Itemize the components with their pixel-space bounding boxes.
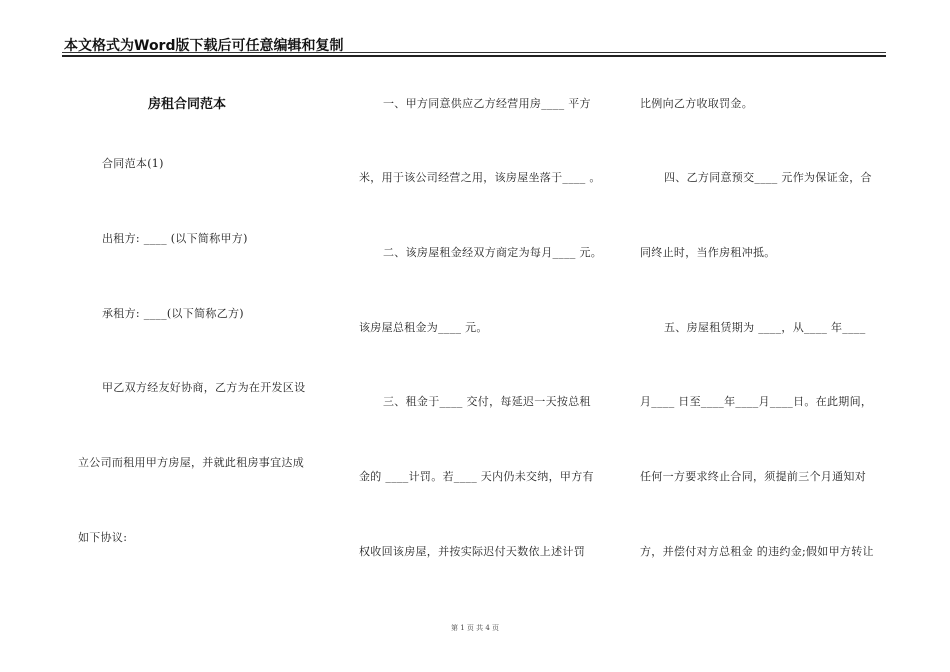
paragraph-line: 方，并偿付对方总租金 的违约金;假如甲方转让	[640, 545, 874, 558]
paragraph-line: 同终止时，当作房租冲抵。	[640, 246, 776, 259]
header-divider-thick	[62, 55, 886, 57]
paragraph-line: 权收回该房屋，并按实际迟付天数依上述计罚	[359, 545, 585, 558]
paragraph-line: 承租方: ____(以下简称乙方)	[102, 307, 244, 320]
paragraph-line: 三、租金于____ 交付，每延迟一天按总租	[383, 395, 591, 408]
paragraph-line: 合同范本(1)	[102, 157, 164, 170]
paragraph-line: 任何一方要求终止合同，须提前三个月通知对	[640, 470, 866, 483]
paragraph-line: 米，用于该公司经营之用，该房屋坐落于____ 。	[359, 171, 601, 184]
paragraph-line: 一、甲方同意供应乙方经营用房____ 平方	[383, 97, 591, 110]
paragraph-line: 该房屋总租金为____ 元。	[359, 321, 488, 334]
header-divider	[62, 52, 886, 53]
paragraph-line: 月____ 日至____年____月____日。在此期间，	[640, 395, 873, 408]
paragraph-line: 二、该房屋租金经双方商定为每月____ 元。	[383, 246, 603, 259]
paragraph-line: 金的 ____计罚。若____ 天内仍未交纳，甲方有	[359, 470, 594, 483]
document-title: 房租合同范本	[148, 97, 227, 112]
paragraph-line: 甲乙双方经友好协商，乙方为在开发区设	[102, 381, 306, 394]
page-number: 第 1 页 共 4 页	[450, 624, 500, 632]
paragraph-line: 比例向乙方收取罚金。	[640, 97, 753, 110]
paragraph-line: 四、乙方同意预交____ 元作为保证金，合	[664, 171, 872, 184]
document-header: 本文格式为Word版下载后可任意编辑和复制	[64, 38, 344, 54]
paragraph-line: 出租方: ____ (以下简称甲方)	[102, 232, 248, 245]
paragraph-line: 立公司而租用甲方房屋，并就此租房事宜达成	[78, 456, 304, 469]
paragraph-line: 五、房屋租赁期为 ____，从____ 年____	[664, 321, 866, 334]
paragraph-line: 如下协议:	[78, 531, 128, 544]
